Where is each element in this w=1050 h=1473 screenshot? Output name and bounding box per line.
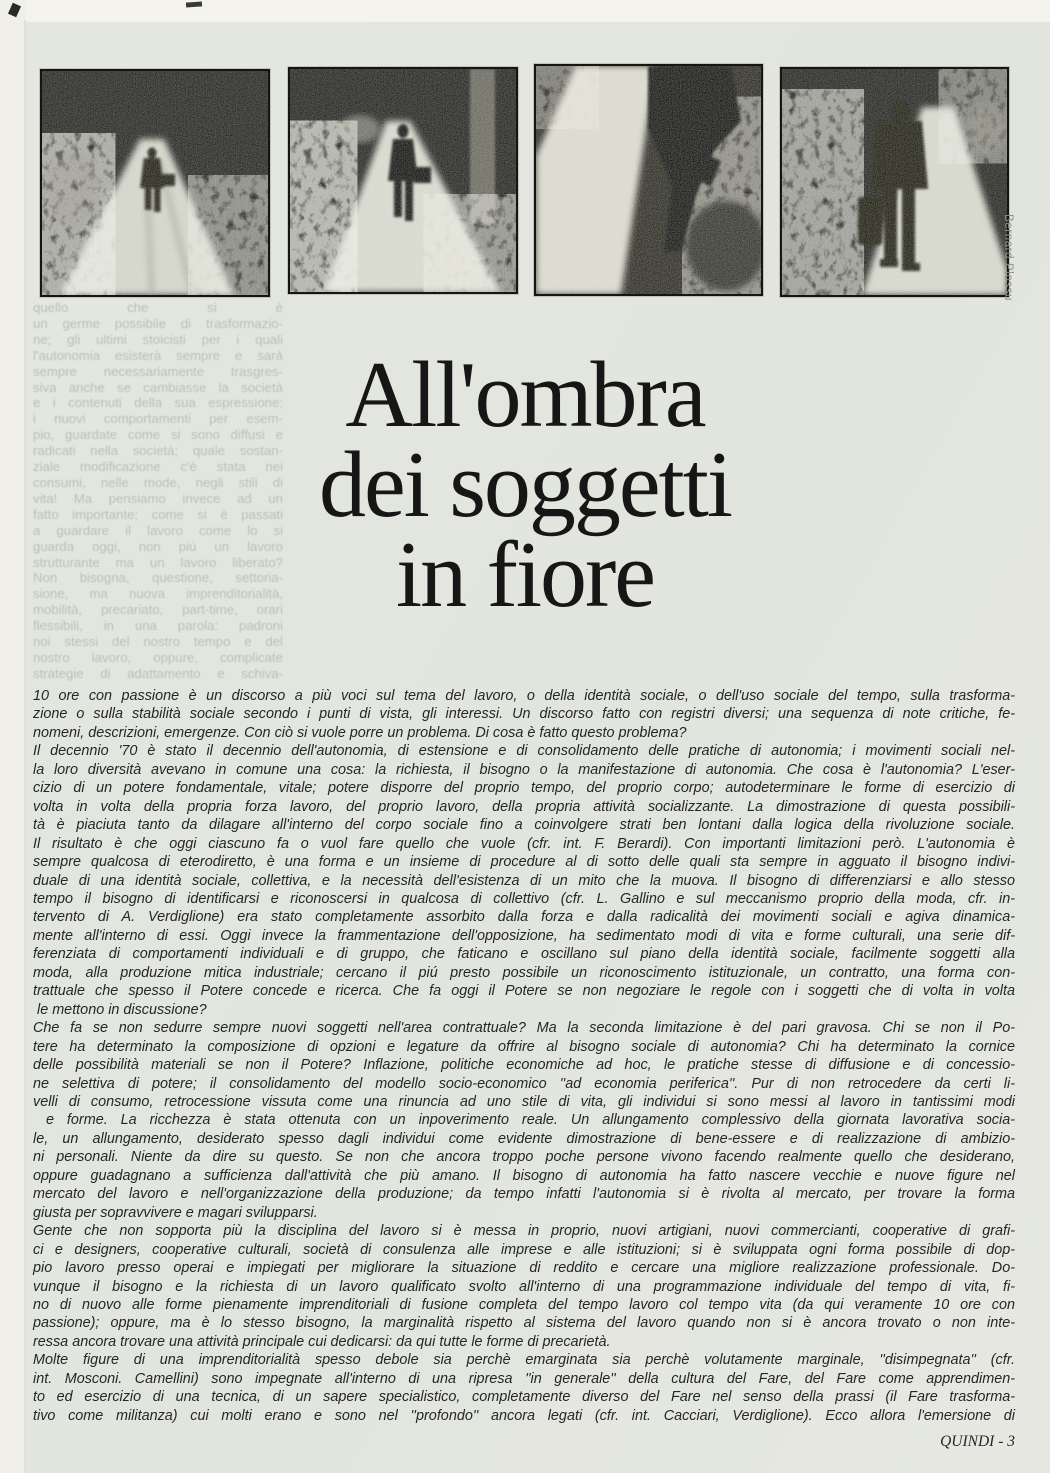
showthrough-line: e i contenuti della sua espressione;	[33, 395, 283, 411]
body-line: ressa ancora trovare una attività principale cui dedicarsi: da qui tutte le forme di precarietà.	[33, 1333, 611, 1350]
body-line: Il risultato è che oggi ciascuno fa o vuol fare quello che vuole (cfr. int. F. Berardi). Con importanti limitazioni però. L'autonomia è	[33, 835, 1015, 852]
showthrough-line: Non bisogna, questione, settoria-	[33, 570, 283, 586]
body-line: to ed esercizio di una tecnica, di un sapere specialistico, completamente diverso del Fare nel senso della prassi (il Fare trasforma-	[33, 1389, 1015, 1406]
showthrough-line: flessibili, in una parola: padroni	[33, 618, 283, 634]
showthrough-line: l'autonomia esisterà sempre e sarà	[33, 347, 283, 363]
body-text	[33, 687, 1015, 1425]
scan-edge-top	[0, 0, 1050, 22]
body-line: ni personali. Niente da dire su questo. Se non che ancora troppo poche persone vivono facendo realmente quello che desiderano,	[33, 1149, 1015, 1166]
body-line: vunque il bisogno e la richiesta di un lavoro qualificato svolto all'interno di una programmazione individuale del tempo di vita, fi-	[33, 1278, 1015, 1295]
body-line: mente all'interno di essi. Oggi invece la frammentazione dell'opposizione, ha sedimentato modi di vita e forme culturali, una serie dif-	[33, 927, 1015, 944]
showthrough-line: noi stessi del nostro tempo e del	[33, 634, 283, 650]
body-line: e forme. La ricchezza è stata ottenuta con un inpoverimento reale. Un allungamento complessivo della giornata lavorativa socia-	[33, 1112, 1015, 1129]
body-line: tà è piaciuta tanto da dilagare all'interno del corpo sociale fino a coinvolgere strati ben lontani dalla logica della rivoluzione sociale.	[33, 817, 1015, 834]
title-line-3: in fiore	[395, 523, 655, 628]
body-line: tervento di A. Verdiglione) era stato completamente assorbito dalla forza e dalla radicalità dei movimenti sociali e agiva dinamica-	[33, 909, 1015, 926]
showthrough-line: guarda oggi, non più un lavoro	[33, 538, 283, 554]
showthrough-line: sione, ma nuova imprenditorialità,	[33, 586, 283, 602]
showthrough-line: nostro lavoro, oppure, complicate	[33, 649, 283, 665]
showthrough-line: consumi, nelle mode, negli stili di	[33, 474, 283, 490]
photo-forest-path-1	[40, 69, 270, 297]
body-line: ci e designers, cooperative culturali, società di consulenza alle imprese e alle istituzioni; si è sviluppata ogni forma possibile di dop-	[33, 1241, 1015, 1258]
body-line: delle possibilità materiali se non il Potere? Inflazione, politiche economiche ad hoc, le pratiche stesse di diffusione e di concessio-	[33, 1057, 1015, 1074]
showthrough-line: pio, guardate come si sono diffusi e	[33, 427, 283, 443]
body-line: volta in volta della propria forza lavoro, del proprio lavoro, della propria attività socializzante. La dimostrazione di questa possibili-	[33, 798, 1015, 815]
showthrough-line: strategie di adattamento e schiva-	[33, 665, 283, 681]
showthrough-line: i nuovi comportamenti per esem-	[33, 411, 283, 427]
showthrough-line: mobilità, precariato, part-time, orari	[33, 602, 283, 618]
body-line: tempo il bisogno di identificarsi e riconoscersi in qualcosa di collettivo (cfr. L. Gallino e sul meccanismo proprio della moda, cfr. in-	[33, 890, 1015, 907]
paper-crease	[24, 20, 26, 1473]
body-line: le, un allungamento, desiderato spesso dagli individui come evidente dimostrazione di bene-essere e di realizzazione di ambizio-	[33, 1130, 1015, 1147]
showthrough-line: strutturante ma un lavoro liberato?	[33, 554, 283, 570]
photo-forest-path-3	[534, 64, 763, 296]
body-line: Il decennio '70 è stato il decennio dell'autonomia, di estensione e di consolidamento delle pratiche di autonomia; i movimenti sociali nel-	[33, 743, 1015, 760]
body-line: tivo come militanza) cui molti erano e sono nel ''profondo'' ancora legati (cfr. int. Cacciari, Verdiglione). Ecco allora l'emersione di	[33, 1407, 1015, 1424]
body-line: sempre qualcosa di eterodiretto, è una forma e un insieme di procedure al di sotto delle quali sta sempre in agguato il bisogno indivi-	[33, 854, 1015, 871]
title-line-1: All'ombra	[345, 343, 705, 447]
body-line: Gente che non sopporta più la disciplina del lavoro si è messa in proprio, nuovi artigiani, nuovi commercianti, cooperative di grafi-	[33, 1223, 1015, 1240]
body-line: la loro diversità avevano in comune una cosa: la richiesta, il bisogno o la manifestazione di autonomia. Che cosa è l'autonomia? L'eser-	[33, 761, 1015, 778]
body-line: mercato del lavoro e nell'organizzazione della produzione; da tempo infatti l'autonomia si è rivolta al mercato, per trovare la forma	[33, 1186, 1015, 1203]
showthrough-line: siva anche se cambiasse la società	[33, 379, 283, 395]
body-line: passione); oppure, ma è lo stesso bisogno, la marginalità rispetto al sistema del lavoro quando non si è ancora trovato o non inte-	[33, 1315, 1015, 1332]
body-line: ferenziata di comportamenti individuali e di gruppo, che faticano e oscillano sul piano della identità sociale, facilmente soggetti alla	[33, 946, 1015, 963]
page-footer: QUINDI - 3	[940, 1433, 1015, 1450]
showthrough-line: sempre necessariamente trasgres-	[33, 363, 283, 379]
showthrough-line: ziale modificazione c'è stata nei	[33, 459, 283, 475]
photo-forest-path-2	[288, 67, 518, 294]
showthrough-line: ne; gli ultimi stoicisti per i quali	[33, 331, 283, 347]
body-line: no di nuovo alle forme pienamente imprenditoriali di fusione completa del tempo lavoro col tempo vita (da qui veramente 10 ore con	[33, 1296, 1015, 1313]
body-line: cizio di un potere fondamentale, vitale; potere disporre del proprio tempo, del proprio corpo; autodeterminare le forme di esercizio di	[33, 780, 1015, 797]
body-line: Molte figure di una imprenditorialità spesso debole sia perchè emarginata sia perchè volutamente marginale, ''disimpegnata'' (cfr.	[33, 1352, 1015, 1369]
body-line: moda, alla produzione mitica industriale; cercano il piú presto possibile un riconoscimento istituzionale, un contratto, una forma con-	[33, 964, 1015, 981]
body-line: int. Mosconi. Camellini) sono impegnate all'interno di una ripresa ''in generale'' della cultura del Fare, del Fare come apprendimen-	[33, 1370, 1015, 1387]
body-line: duale di una identità sociale, collettiva, e la necessità dell'esistenza di un mito che la muova. Il bisogno di differenziarsi e allo stesso	[33, 872, 1015, 889]
showthrough-line: a guardare il lavoro come lo si	[33, 522, 283, 538]
body-line: giusta per sopravvivere e magari svilupparsi.	[33, 1204, 318, 1221]
body-line: trattuale che spesso il Potere concede e ricerca. Che fa oggi il Potere se non negoziare le regole con i soggetti che di volta in volta	[33, 983, 1015, 1000]
showthrough-line: un germe possibile di trasformazio-	[33, 315, 283, 331]
body-line: zione o sulla stabilità sociale secondo i punti di vista, gli interessi. Un discorso fatto con registri diversi; una sequenza di note critiche, fe-	[33, 706, 1015, 723]
photo-credit: Bernard Plossu	[1002, 214, 1014, 302]
photo-forest-path-4	[780, 67, 1009, 297]
showthrough-line: fatto importante; come si è passati	[33, 506, 283, 522]
body-line: 10 ore con passione è un discorso a più voci sul tema del lavoro, o della identità sociale, o dell'uso sociale del tempo, sulla trasforma-	[33, 688, 1015, 704]
scan-edge-left	[0, 0, 26, 1473]
body-line: pio lavoro presso operai e impiegati per migliorare la situazione di reddito e cercare una migliore realizzazione professionale. Do-	[33, 1260, 1015, 1277]
body-line: le mettono in discussione?	[33, 1001, 207, 1018]
showthrough-line: radicati nella società; quale sostan-	[33, 443, 283, 459]
body-line: velli di consumo, retrocessione vissuta come una rinuncia ad uno stile di vita, gli individui si sono messi al lavoro in tantissimi modi	[33, 1093, 1015, 1110]
body-line: tere ha determinato la composizione di opzioni e legature da offrire al bisogno sociale di autonomia? Chi ha determinato la cornice	[33, 1038, 1015, 1055]
body-line: oppure guadagnano a sufficienza dall'attività che più amano. Il bisogno di autonomia ha fatto nascere vecchie e nuove figure nel	[33, 1167, 1015, 1184]
body-line: ne selettiva di potere; il consolidamento del modello socio-economico ''ad economia periferica''. Pur di non retrocedere da certi li-	[33, 1075, 1015, 1092]
showthrough-line: quello che si è	[33, 300, 283, 315]
body-line: Che fa se non sedurre sempre nuovi soggetti nell'area contrattuale? Ma la seconda limitazione è del pari gravosa. Chi se non il Po-	[33, 1020, 1015, 1037]
showthrough-line: vita! Ma pensiamo invece ad un	[33, 490, 283, 506]
body-line: nomeni, descrizioni, emergenze. Con ciò si vuole porre un problema. Di cosa è fatto questo problema?	[33, 724, 687, 741]
title-line-2: dei soggetti	[319, 433, 731, 538]
